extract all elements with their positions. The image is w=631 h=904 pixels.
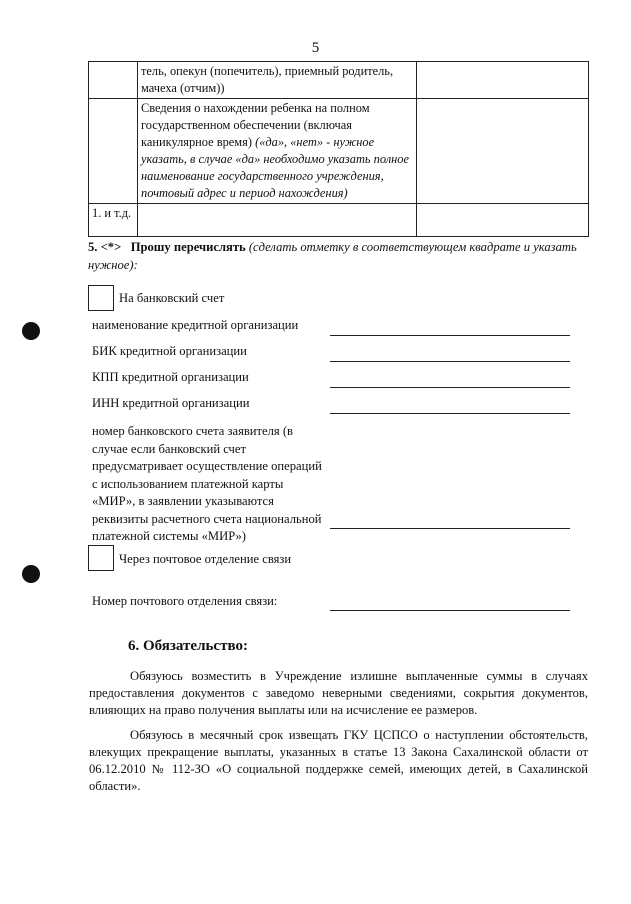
description-hint: («да», «нет» - нужное указать, в случае «да» необходимо указать полное наименование государственного учреждения, почтовый адрес и период нахождения): [141, 135, 409, 200]
children-info-table: [88, 61, 589, 237]
account-number-label: номер банковского счета заявителя (в случае если банковский счет предусматривает осуществление операций с использованием платежной карты «МИР», в заявлении указываются реквизиты расчетного счета национальной платежной системы «МИР»): [92, 424, 322, 543]
table-row: [89, 204, 589, 237]
section-hint: (сделать отметку в соответствующем квадрате и указать нужное):: [88, 240, 577, 272]
punch-hole: [22, 565, 40, 583]
bik-label: БИК кредитной организации: [92, 344, 247, 358]
row-value-cell[interactable]: [417, 204, 589, 237]
post-office-label: Через почтовое отделение связи: [119, 552, 292, 566]
obligation-paragraph-1: Обязуюсь возместить в Учреждение излишне выплаченные суммы в случаях предоставления документов с заведомо неверными сведениями, сокрытия документов, влияющих на право получения выплаты или на исчисление ее размеров.: [89, 669, 588, 717]
kpp-field[interactable]: [330, 387, 570, 388]
row-number-cell: [89, 62, 138, 99]
row-number-cell: [89, 99, 138, 204]
row-description-cell: тель, опекун (попечитель), приемный родитель, мачеха (отчим)): [138, 62, 417, 99]
description-text: Сведения о нахождении ребенка на полном государственном обеспечении (включая каникулярное время): [141, 101, 370, 149]
bank-account-label: На банковский счет: [119, 291, 225, 305]
row-number-cell: 1. и т.д.: [89, 204, 138, 237]
obligation-paragraph-2: Обязуюсь в месячный срок извещать ГКУ ЦСПСО о наступлении обстоятельств, влекущих прекращение выплаты, указанных в статье 13 Закона Сахалинской области от 06.12.2010 № 112-ЗО «О социальной поддержке семей, имеющих детей, в Сахалинской области».: [89, 728, 588, 793]
table-row: [89, 99, 589, 204]
kpp-label: КПП кредитной организации: [92, 370, 249, 384]
page-number: 5: [311, 40, 320, 56]
row-description-cell[interactable]: [138, 204, 417, 237]
post-office-number-label: Номер почтового отделения связи:: [92, 594, 278, 608]
bank-account-checkbox[interactable]: [88, 285, 114, 311]
inn-field[interactable]: [330, 413, 570, 414]
inn-label: ИНН кредитной организации: [92, 396, 250, 410]
bank-name-label: наименование кредитной организации: [92, 318, 299, 332]
obligation-heading: 6. Обязательство:: [128, 638, 248, 654]
row-value-cell[interactable]: [417, 99, 589, 204]
row-value-cell[interactable]: [417, 62, 589, 99]
bank-name-field[interactable]: [330, 335, 570, 336]
section-number: 5. <*>: [88, 240, 122, 254]
account-number-field[interactable]: [330, 528, 570, 529]
section-title: Прошу перечислять: [130, 240, 246, 254]
payment-method-heading: [88, 238, 588, 274]
table-row: [89, 62, 589, 99]
post-office-checkbox[interactable]: [88, 545, 114, 571]
post-office-number-field[interactable]: [330, 610, 570, 611]
punch-hole: [22, 322, 40, 340]
row-description-cell: [138, 99, 417, 204]
bik-field[interactable]: [330, 361, 570, 362]
